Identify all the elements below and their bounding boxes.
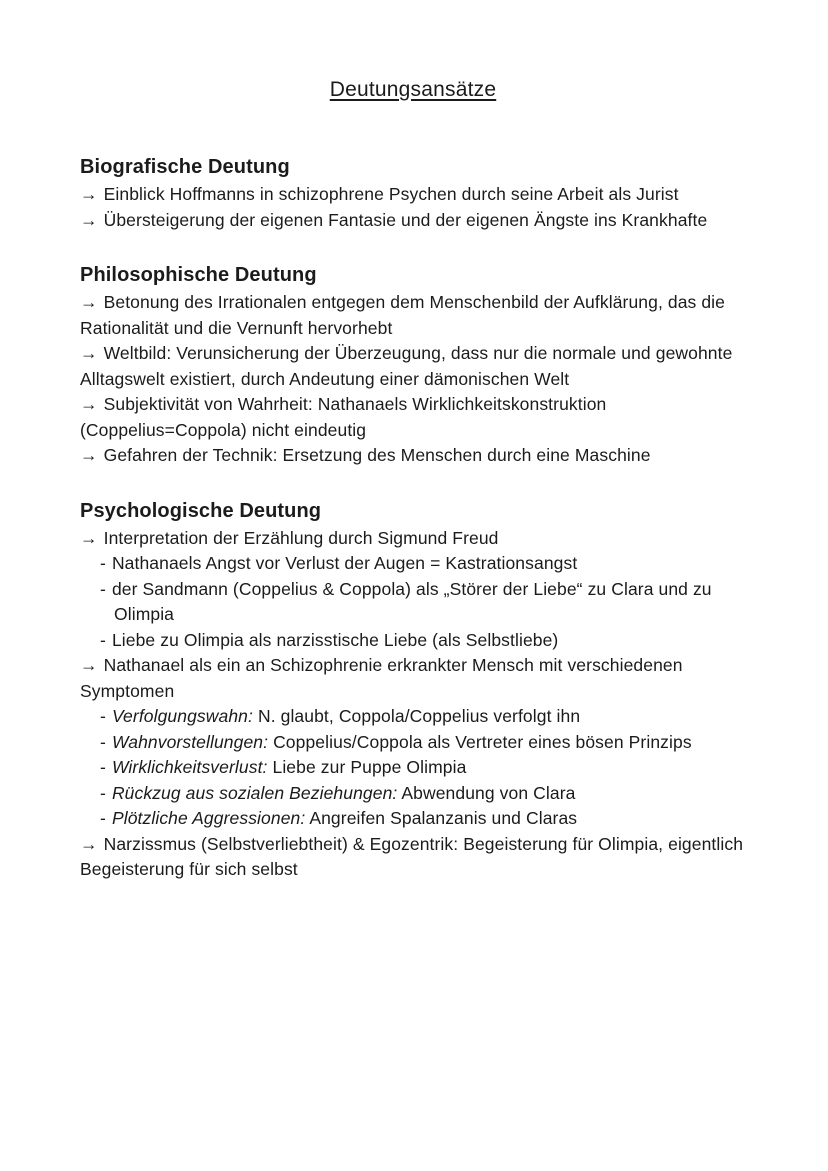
dash-sub-item	[80, 551, 746, 577]
dash-bullet-icon: -	[100, 808, 106, 828]
arrow-list-item	[80, 392, 746, 443]
item-text: Gefahren der Technik: Ersetzung des Menschen durch eine Maschine	[103, 445, 651, 465]
item-text: Narzissmus (Selbstverliebtheit) & Egozentrik: Begeisterung für Olimpia, eigentlich Begeisterung für sich selbst	[80, 833, 744, 879]
symptom-label: Plötzliche Aggressionen:	[111, 808, 306, 828]
symptom-label: Rückzug aus sozialen Beziehungen:	[111, 782, 398, 803]
dash-sub-item	[80, 704, 746, 730]
dash-sub-item	[80, 628, 746, 654]
section-heading: Philosophische Deutung	[80, 264, 317, 286]
symptom-label: Wirklichkeitsverlust:	[111, 757, 268, 777]
arrow-bullet-icon: →	[80, 833, 98, 854]
page-title: Deutungsansätze	[329, 78, 497, 101]
arrow-list-item	[80, 182, 746, 208]
item-text: Liebe zur Puppe Olimpia	[272, 757, 467, 777]
item-text: Betonung des Irrationalen entgegen dem Menschenbild der Aufklärung, das die Rationalität und die Vernunft hervorhebt	[80, 292, 726, 338]
item-text: Übersteigerung der eigenen Fantasie und der eigenen Ängste ins Krankhafte	[103, 209, 708, 230]
dash-bullet-icon: -	[100, 757, 106, 777]
dash-bullet-icon: -	[100, 706, 106, 726]
item-text: N. glaubt, Coppola/Coppelius verfolgt ihn	[257, 706, 581, 726]
dash-sub-item	[80, 577, 746, 628]
arrow-list-item	[80, 526, 746, 552]
item-text: Einblick Hoffmanns in schizophrene Psychen durch seine Arbeit als Jurist	[103, 184, 679, 204]
item-text: Interpretation der Erzählung durch Sigmund Freud	[103, 527, 499, 548]
item-text: Abwendung von Clara	[401, 782, 576, 803]
arrow-bullet-icon: →	[80, 527, 98, 548]
arrow-bullet-icon: →	[80, 445, 98, 465]
dash-bullet-icon: -	[100, 578, 106, 599]
item-text: Nathanael als ein an Schizophrenie erkrankter Mensch mit verschiedenen Symptomen	[80, 655, 683, 701]
item-text: Coppelius/Coppola als Vertreter eines bösen Prinzips	[273, 731, 692, 752]
arrow-bullet-icon: →	[80, 394, 98, 414]
item-text: der Sandmann (Coppelius & Coppola) als „Störer der Liebe“ zu Clara und zu Olimpia	[111, 578, 712, 624]
item-text: Liebe zu Olimpia als narzisstische Liebe (als Selbstliebe)	[111, 629, 559, 650]
arrow-bullet-icon: →	[80, 184, 98, 204]
arrow-bullet-icon: →	[80, 292, 98, 312]
arrow-list-item	[80, 832, 746, 883]
section-heading: Psychologische Deutung	[80, 499, 322, 522]
symptom-label: Verfolgungswahn:	[111, 706, 253, 726]
arrow-list-item	[80, 290, 746, 341]
arrow-list-item	[80, 653, 746, 704]
dash-sub-item	[80, 730, 746, 756]
dash-sub-item	[80, 755, 746, 781]
item-text: Angreifen Spalanzanis und Claras	[309, 808, 578, 828]
item-text: Subjektivität von Wahrheit: Nathanaels Wirklichkeitskonstruktion (Coppelius=Coppola) nicht eindeutig	[80, 394, 607, 440]
section-heading: Biografische Deutung	[80, 156, 290, 178]
dash-bullet-icon: -	[100, 553, 106, 573]
item-text: Nathanaels Angst vor Verlust der Augen = Kastrationsangst	[111, 553, 578, 573]
symptom-label: Wahnvorstellungen:	[111, 731, 269, 752]
arrow-bullet-icon: →	[80, 655, 98, 675]
dash-sub-item	[80, 781, 746, 807]
section-psychologische-deutung	[80, 500, 746, 883]
dash-bullet-icon: -	[100, 782, 106, 803]
arrow-list-item	[80, 208, 746, 234]
arrow-bullet-icon: →	[80, 343, 98, 363]
section-philosophische-deutung	[80, 264, 746, 469]
arrow-list-item	[80, 443, 746, 469]
arrow-list-item	[80, 341, 746, 392]
dash-bullet-icon: -	[100, 731, 106, 752]
item-text: Weltbild: Verunsicherung der Überzeugung, dass nur die normale und gewohnte Alltagswelt existiert, durch Andeutung einer dämonischen Welt	[80, 343, 733, 389]
sections-container	[80, 156, 746, 883]
arrow-bullet-icon: →	[80, 209, 98, 230]
section-biografische-deutung	[80, 156, 746, 233]
dash-bullet-icon: -	[100, 629, 106, 650]
dash-sub-item	[80, 806, 746, 832]
